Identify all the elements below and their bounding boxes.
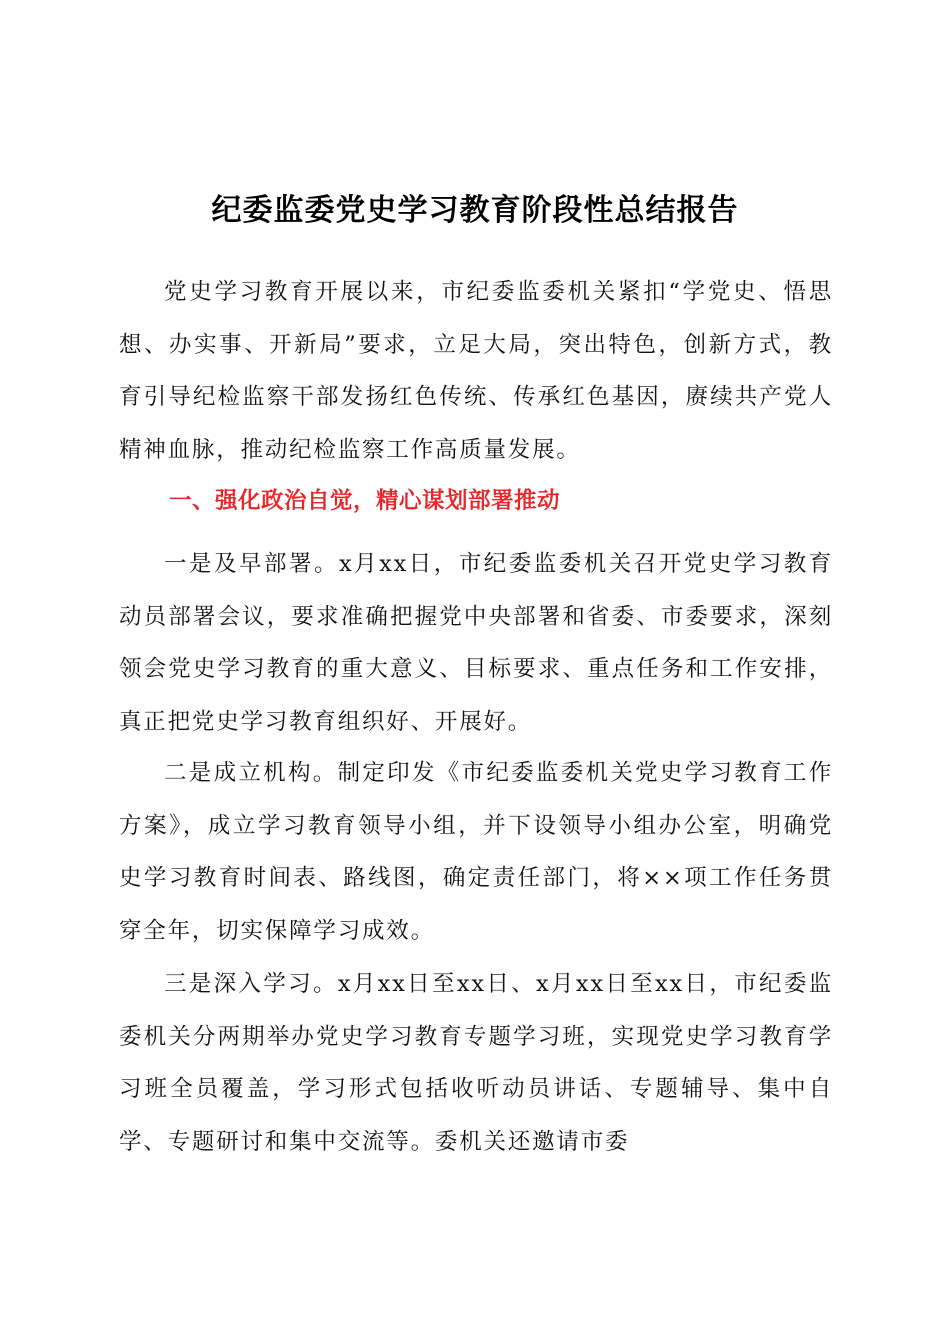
paragraph-early-deployment: 一是及早部署。x月xx日，市纪委监委机关召开党史学习教育动员部署会议，要求准确把握党中央部署和省委、市委要求，深刻领会党史学习教育的重大意义、目标要求、重点任务和工作安排，真正把党史学习教育组织好、开展好。 — [119, 551, 833, 735]
paragraph-establish-organization: 二是成立机构。制定印发《市纪委监委机关党史学习教育工作方案》，成立学习教育领导小组，并下设领导小组办公室，明确党史学习教育时间表、路线图，确定责任部门，将××项工作任务贯穿全年，切实保障学习成效。 — [119, 760, 833, 944]
section-heading: 一、强化政治自觉，精心谋划部署推动 — [169, 488, 561, 514]
document-title: 纪委监委党史学习教育阶段性总结报告 — [211, 193, 739, 228]
intro-paragraph: 党史学习教育开展以来，市纪委监委机关紧扣“学党史、悟思想、办实事、开新局”要求，立足大局，突出特色，创新方式，教育引导纪检监察干部发扬红色传统、传承红色基因，赓续共产党人精神血脉，推动纪检监察工作高质量发展。 — [119, 279, 833, 463]
paragraph-in-depth-study: 三是深入学习。x月xx日至xx日、x月xx日至xx日，市纪委监委机关分两期举办党史学习教育专题学习班，实现党史学习教育学习班全员覆盖，学习形式包括收听动员讲话、专题辅导、集中自学、专题研讨和集中交流等。委机关还邀请市委 — [119, 971, 833, 1155]
